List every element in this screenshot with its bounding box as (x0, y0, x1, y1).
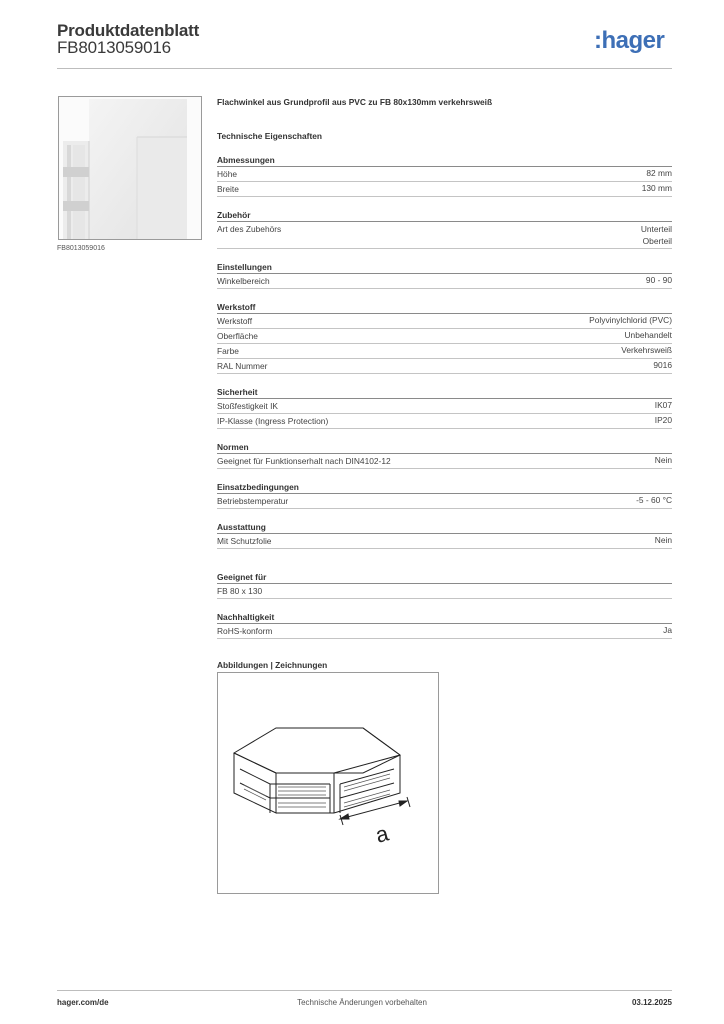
property-label: Winkelbereich (217, 276, 270, 286)
property-value (655, 414, 672, 428)
product-photo (58, 96, 202, 240)
section-title: Geeignet für (217, 571, 672, 584)
flat-angle-technical-drawing-icon (218, 673, 438, 893)
property-value (655, 399, 672, 413)
property-value-line: 130 mm (641, 183, 672, 193)
property-value (625, 329, 673, 343)
figures-heading: Abbildungen | Zeichnungen (217, 660, 328, 670)
content-column (217, 96, 672, 671)
section-title: Einstellungen (217, 261, 672, 274)
property-label: Höhe (217, 169, 238, 179)
section-5 (217, 441, 672, 469)
property-label: FB 80 x 130 (217, 586, 263, 596)
hager-logo[interactable] (594, 26, 676, 58)
property-value-line: Unbehandelt (624, 330, 672, 340)
property-row (217, 414, 672, 429)
page-title: Produktdatenblatt (57, 21, 200, 40)
footer-website-link[interactable]: hager.com/de (57, 998, 109, 1007)
property-value-line: Oberteil (642, 236, 672, 246)
property-label: RAL Nummer (217, 361, 268, 371)
property-value-line: Ja (663, 625, 672, 635)
property-label: Stoßfestigkeit IK (217, 401, 278, 411)
section-0 (217, 154, 672, 197)
property-label: Werkstoff (217, 316, 253, 326)
property-label: Oberfläche (217, 331, 258, 341)
property-row (217, 454, 672, 469)
property-value (636, 494, 672, 508)
property-row (217, 314, 672, 329)
property-sections (217, 154, 672, 639)
section-3 (217, 301, 672, 374)
property-value (655, 534, 672, 548)
property-value (646, 274, 672, 288)
property-value-line: Nein (654, 535, 672, 545)
property-row (217, 494, 672, 509)
property-value-line: 82 mm (646, 168, 672, 178)
section-1 (217, 209, 672, 249)
property-value-line: IP20 (654, 415, 672, 425)
property-value-line: Unterteil (640, 224, 672, 234)
property-label: RoHS-konform (217, 626, 273, 636)
property-row (217, 624, 672, 639)
property-value (653, 359, 672, 373)
property-row (217, 344, 672, 359)
property-value-line: -5 - 60 °C (636, 495, 672, 505)
section-title: Werkstoff (217, 301, 672, 314)
section-title: Zubehör (217, 209, 672, 222)
property-value (646, 167, 672, 181)
property-value (589, 314, 672, 328)
property-value-line: Verkehrsweiß (621, 345, 672, 355)
section-9 (217, 611, 672, 639)
property-value-line: 90 - 90 (645, 275, 672, 285)
section-6 (217, 481, 672, 509)
property-value-line: Nein (654, 455, 672, 465)
property-label: Mit Schutzfolie (217, 536, 272, 546)
section-title: Abmessungen (217, 154, 672, 167)
property-label: Betriebstemperatur (217, 496, 289, 506)
property-label: Geeignet für Funktionserhalt nach DIN4102-12 (217, 456, 391, 466)
section-title: Einsatzbedingungen (217, 481, 672, 494)
property-label: Farbe (217, 346, 239, 356)
footer-date: 03.12.2025 (631, 998, 672, 1007)
section-7 (217, 521, 672, 549)
property-value (641, 223, 672, 247)
property-row (217, 222, 672, 249)
footer-divider (57, 990, 672, 991)
footer-disclaimer: Technische Änderungen vorbehalten (297, 998, 427, 1007)
property-label: Breite (217, 184, 239, 194)
property-value-line: 9016 (653, 360, 672, 370)
property-row (217, 182, 672, 197)
photo-caption: FB8013059016 (57, 245, 105, 252)
dimension-label: a (372, 820, 392, 848)
property-row (217, 274, 672, 289)
property-value (655, 454, 672, 468)
property-value-line: IK07 (654, 400, 672, 410)
section-title: Ausstattung (217, 521, 672, 534)
tech-properties-heading: Technische Eigenschaften (217, 131, 323, 141)
section-8 (217, 571, 672, 599)
property-value (621, 344, 672, 358)
property-value (642, 182, 672, 196)
section-title: Sicherheit (217, 386, 672, 399)
property-row (217, 399, 672, 414)
property-row (217, 167, 672, 182)
section-4 (217, 386, 672, 429)
header-divider (57, 68, 672, 69)
section-title: Normen (217, 441, 672, 454)
property-label: Art des Zubehörs (217, 224, 282, 234)
page-subtitle: FB8013059016 (57, 38, 171, 57)
section-2 (217, 261, 672, 289)
product-description: Flachwinkel aus Grundprofil aus PVC zu FB 80x130mm verkehrsweiß (217, 97, 493, 107)
property-row (217, 534, 672, 549)
property-value-line: Polyvinylchlorid (PVC) (589, 315, 672, 325)
property-row (217, 584, 672, 599)
hager-logo-text: :hager (594, 27, 665, 54)
technical-drawing (217, 672, 439, 894)
property-label: IP-Klasse (Ingress Protection) (217, 416, 329, 426)
property-value (663, 624, 672, 638)
section-title: Nachhaltigkeit (217, 611, 672, 624)
property-row (217, 329, 672, 344)
property-row (217, 359, 672, 374)
flat-angle-product-photo-icon (59, 97, 201, 239)
